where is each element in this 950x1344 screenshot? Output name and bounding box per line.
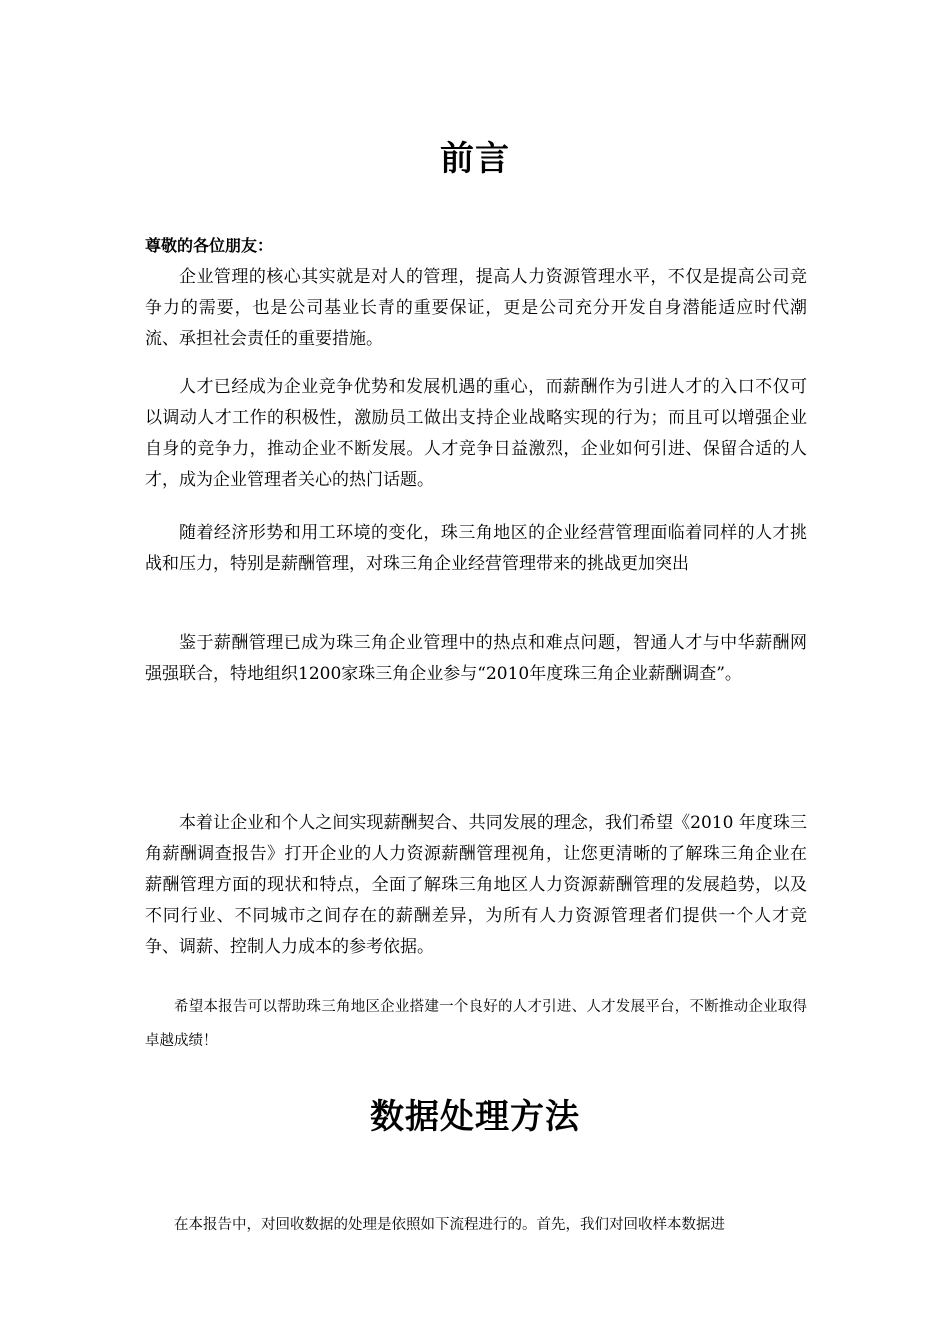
preface-paragraph-1: 企业管理的核心其实就是对人的管理，提高人力资源管理水平，不仅是提高公司竞争力的需要，也是公司基业长青的重要保证，更是公司充分开发自身潜能适应时代潮流、承担社会责任的重要措施。: [145, 267, 807, 349]
salutation: 尊敬的各位朋友：: [145, 236, 274, 255]
method-paragraph-1: 在本报告中，对回收数据的处理是依照如下流程进行的。首先，我们对回收样本数据进: [174, 1217, 725, 1233]
preface-paragraph-6: 希望本报告可以帮助珠三角地区企业搭建一个良好的人才引进、人才发展平台，不断推动企业取得卓越成绩！: [145, 999, 807, 1049]
preface-title: 前言: [440, 139, 510, 179]
method-title: 数据处理方法: [370, 1097, 580, 1137]
preface-paragraph-5: 本着让企业和个人之间实现薪酬契合、共同发展的理念，我们希望《2010 年度珠三角薪酬调查报告》打开企业的人力资源薪酬管理视角，让您更清晰的了解珠三角企业在薪酬管理方面的现状和特点，全面了解珠三角地区人力资源薪酬管理的发展趋势，以及不同行业、不同城市之间存在的薪酬差异，为所有人力资源管理者们提供一个人才竞争、调薪、控制人力成本的参考依据。: [145, 813, 807, 957]
preface-paragraph-2: 人才已经成为企业竞争优势和发展机遇的重心，而薪酬作为引进人才的入口不仅可以调动人才工作的积极性，激励员工做出支持企业战略实现的行为；而且可以增强企业自身的竞争力，推动企业不断发展。人才竞争日益激烈，企业如何引进、保留合适的人才，成为企业管理者关心的热门话题。: [145, 377, 807, 490]
preface-paragraph-4: 鉴于薪酬管理已成为珠三角企业管理中的热点和难点问题，智通人才与中华薪酬网强强联合，特地组织1200家珠三角企业参与“2010年度珠三角企业薪酬调查”。: [145, 633, 807, 684]
preface-paragraph-3: 随着经济形势和用工环境的变化，珠三角地区的企业经营管理面临着同样的人才挑战和压力，特别是薪酬管理，对珠三角企业经营管理带来的挑战更加突出: [145, 523, 807, 574]
